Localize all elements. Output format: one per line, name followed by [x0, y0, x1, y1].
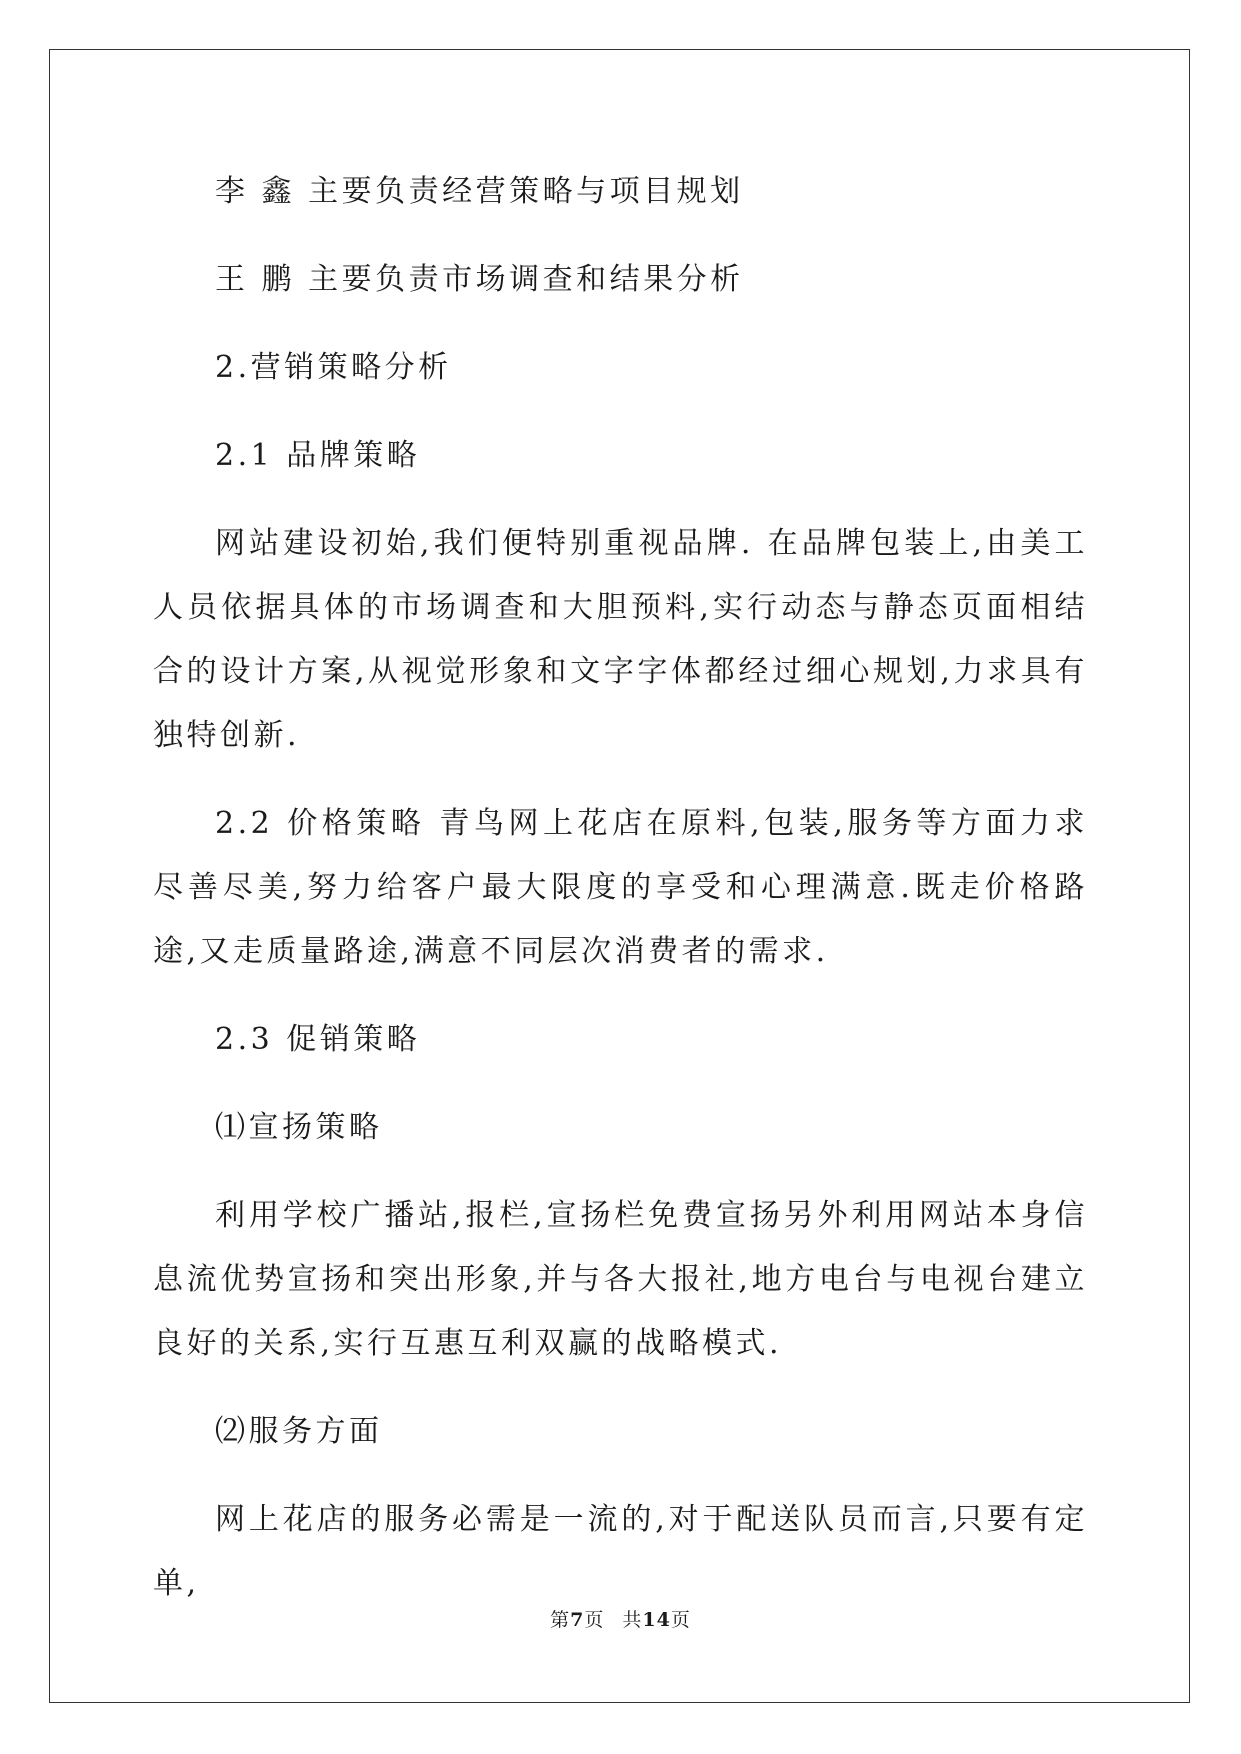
item-heading-publicity: ⑴宣扬策略: [215, 1110, 383, 1145]
staff-line-wang-peng: 王 鹏 主要负责市场调查和结果分析: [215, 262, 744, 297]
subsection-heading-promotion-strategy: 2.3 促销策略: [215, 1022, 421, 1057]
paragraph-publicity: 利用学校广播站,报栏,宣扬栏免费宣扬另外利用网站本身信息流优势宣扬和突出形象,并与各大报社,地方电台与电视台建立良好的关系,实行互惠互利双赢的战略模式.: [153, 1198, 1088, 1361]
footer-total-unit: 页: [670, 1609, 691, 1631]
footer-page-unit: 页: [584, 1609, 605, 1631]
subsection-heading-brand-strategy: 2.1 品牌策略: [215, 438, 421, 473]
document-body: [153, 160, 1088, 1616]
staff-line-li-xin: 李 鑫 主要负责经营策略与项目规划: [215, 174, 744, 209]
paragraph-price-strategy: 2.2 价格策略 青鸟网上花店在原料,包装,服务等方面力求尽善尽美,努力给客户最大限度的享受和心理满意.既走价格路途,又走质量路途,满意不同层次消费者的需求.: [153, 806, 1088, 969]
footer-prefix: 第: [550, 1609, 571, 1631]
page-footer: [0, 1608, 1241, 1632]
footer-total-prefix: 共: [622, 1609, 643, 1631]
section-heading-marketing-strategy: 2.营销策略分析: [215, 350, 452, 385]
footer-total-pages: 14: [642, 1609, 671, 1631]
item-heading-service: ⑵服务方面: [215, 1414, 383, 1449]
paragraph-brand-strategy: 网站建设初始,我们便特别重视品牌. 在品牌包装上,由美工人员依据具体的市场调查和大胆预料,实行动态与静态页面相结合的设计方案,从视觉形象和文字字体都经过细心规划,力求具有独特创新.: [153, 526, 1088, 753]
paragraph-service: 网上花店的服务必需是一流的,对于配送队员而言,只要有定单,: [153, 1502, 1088, 1601]
footer-current-page: 7: [570, 1609, 585, 1631]
